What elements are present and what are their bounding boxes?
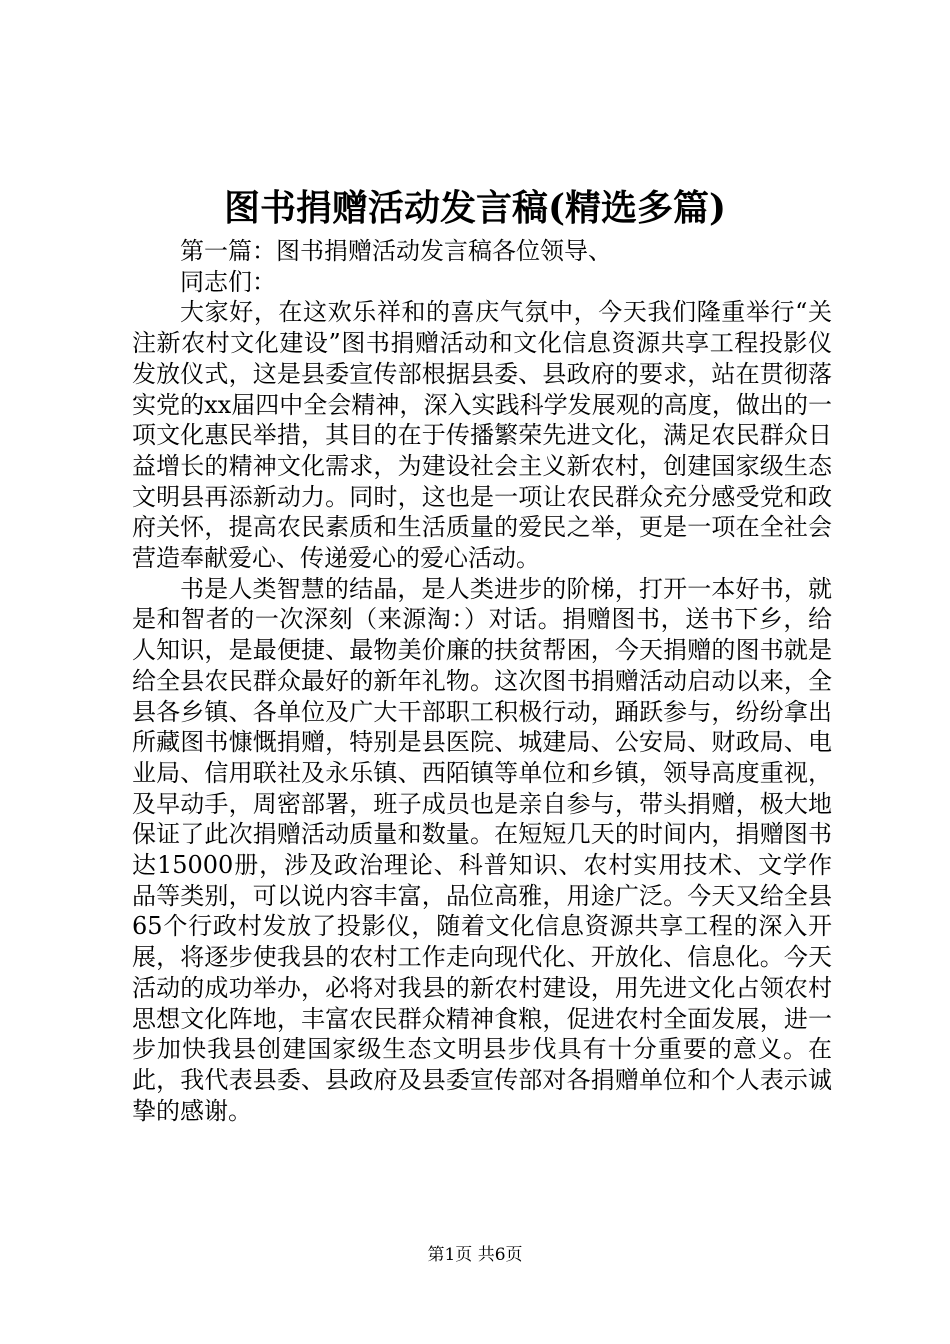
paragraph-salutation: 同志们： xyxy=(180,267,276,296)
paragraph-greeting: 大家好，在这欢乐祥和的喜庆气氛中，今天我们隆重举行“关注新农村文化建设”图书捐赠活动和文化信息资源共享工程投影仪发放仪式，这是县委宣传部根据县委、县政府的要求，站在贯彻落实党的xx届四中全会精神，深入实践科学发展观的高度，做出的一项文化惠民举措，其目的在于传播繁荣先进文化，满足农民群众日益增长的精神文化需求，为建设社会主义新农村，创建国家级生态文明县再添新动力。同时，这也是一项让农民群众充分感受党和政府关怀，提高农民素质和生活质量的爱民之举，更是一项在全社会营造奉献爱心、传递爱心的爱心活动。 xyxy=(132,298,832,573)
document-body xyxy=(132,236,832,1126)
document-title: 图书捐赠活动发言稿(精选多篇) xyxy=(223,187,727,229)
paragraph-intro: 第一篇：图书捐赠活动发言稿各位领导、 xyxy=(180,237,612,265)
page-footer: 第1页 共6页 xyxy=(427,1245,523,1265)
paragraph-books: 书是人类智慧的结晶，是人类进步的阶梯，打开一本好书，就是和智者的一次深刻（来源淘：）对话。捐赠图书，送书下乡，给人知识，是最便捷、最物美价廉的扶贫帮困，今天捐赠的图书就是给全县农民群众最好的新年礼物。这次图书捐赠活动启动以来，全县各乡镇、各单位及广大干部职工积极行动，踊跃参与，纷纷拿出所藏图书慷慨捐赠，特别是县医院、城建局、公安局、财政局、电业局、信用联社及永乐镇、西陌镇等单位和乡镇，领导高度重视，及早动手，周密部署，班子成员也是亲自参与，带头捐赠，极大地保证了此次捐赠活动质量和数量。在短短几天的时间内，捐赠图书达15000册，涉及政治理论、科普知识、农村实用技术、文学作品等类别，可以说内容丰富，品位高雅，用途广泛。今天又给全县65个行政村发放了投影仪，随着文化信息资源共享工程的深入开展，将逐步使我县的农村工作走向现代化、开放化、信息化。今天活动的成功举办，必将对我县的新农村建设，用先进文化占领农村思想文化阵地，丰富农民群众精神食粮，促进农村全面发展，进一步加快我县创建国家级生态文明县步伐具有十分重要的意义。在此，我代表县委、县政府及县委宣传部对各捐赠单位和个人表示诚挚的感谢。 xyxy=(132,574,832,1125)
